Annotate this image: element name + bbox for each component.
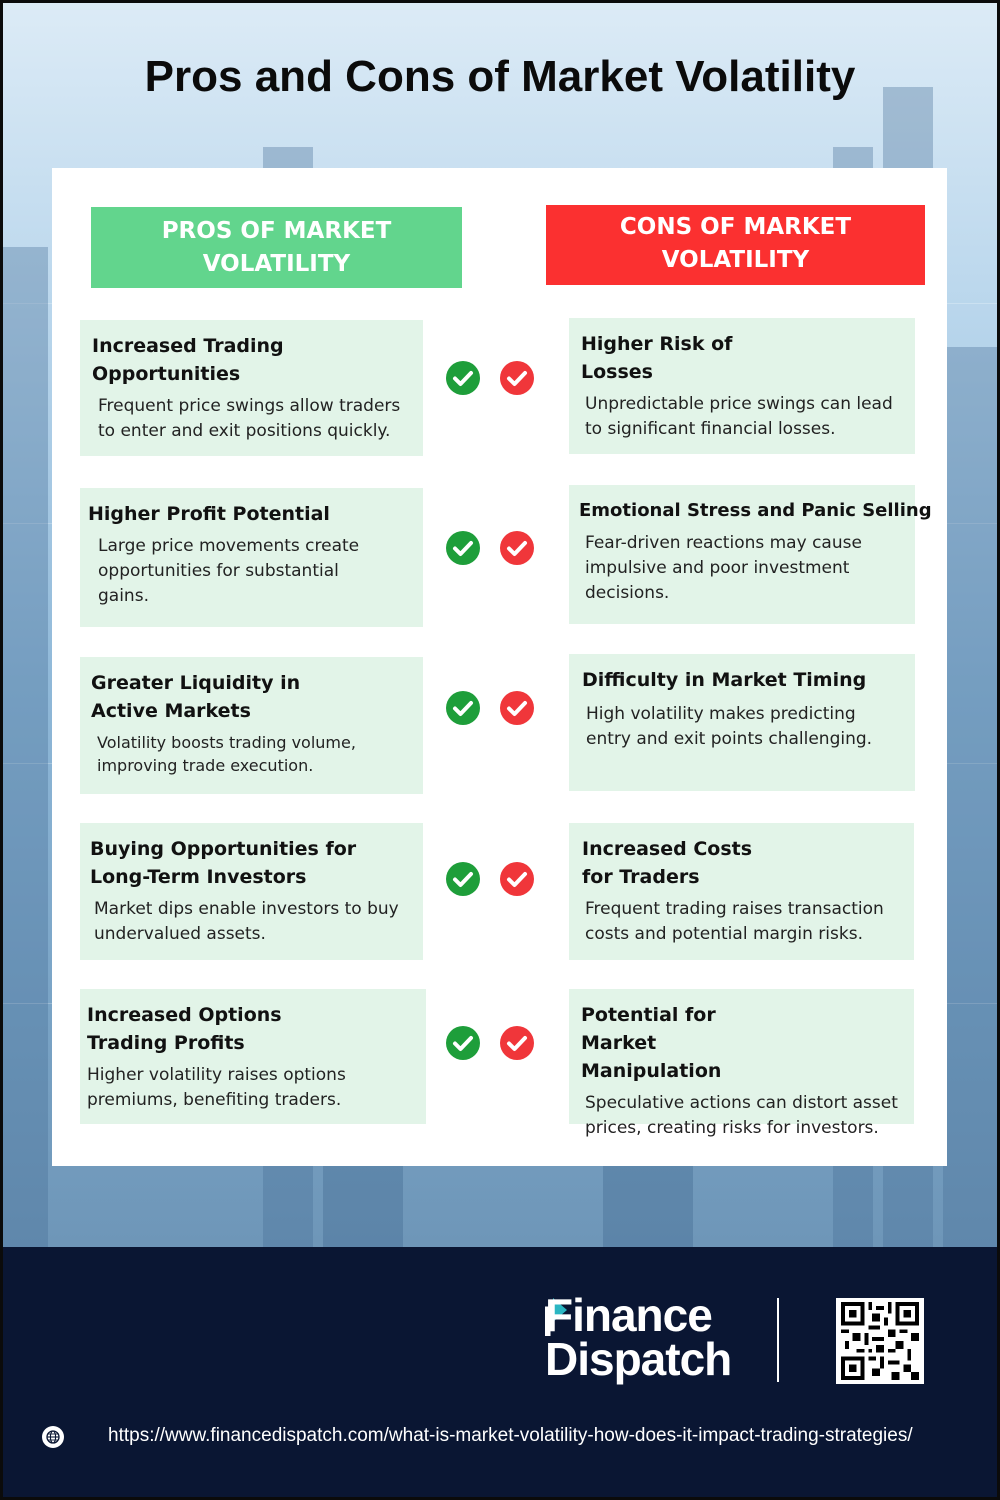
source-url-link[interactable]: https://www.financedispatch.com/what-is-market-volatility-how-does-it-impact-trading-strategies/: [108, 1425, 913, 1446]
con-text: Speculative actions can distort asset prices, creating risks for investors.: [585, 1093, 898, 1138]
pro-title: Increased Options Trading Profits: [87, 1004, 282, 1054]
con-title: Higher Risk of Losses: [581, 333, 733, 383]
con-title: Increased Costs for Traders: [582, 838, 753, 888]
logo-line2: Dispatch: [545, 1333, 732, 1385]
pro-text: Volatility boosts trading volume, improving trade execution.: [97, 733, 356, 775]
pro-title: Higher Profit Potential: [88, 503, 330, 525]
pro-text: Market dips enable investors to buy undervalued assets.: [94, 899, 399, 944]
con-text: Unpredictable price swings can lead to significant financial losses.: [585, 394, 893, 439]
con-title: Difficulty in Market Timing: [582, 669, 867, 691]
con-title: Potential for Market Manipulation: [581, 1004, 722, 1082]
con-title: Emotional Stress and Panic Selling: [579, 500, 932, 521]
pro-title: Buying Opportunities for Long-Term Investors: [90, 838, 357, 888]
pros-header-label: PROS OF MARKET VOLATILITY: [161, 217, 392, 277]
pro-text: Higher volatility raises options premiums, benefiting traders.: [87, 1065, 346, 1110]
con-text: Frequent trading raises transaction costs and potential margin risks.: [585, 899, 884, 944]
logo-line1: Finance: [545, 1289, 712, 1341]
con-text: High volatility makes predicting entry and exit points challenging.: [586, 704, 873, 749]
pro-title: Greater Liquidity in Active Markets: [91, 672, 301, 722]
con-text: Fear-driven reactions may cause impulsive and poor investment decisions.: [585, 533, 862, 603]
pro-text: Frequent price swings allow traders to enter and exit positions quickly.: [98, 396, 401, 441]
cons-header-label: CONS OF MARKET VOLATILITY: [619, 214, 852, 273]
pro-text: Large price movements create opportunities for substantial gains.: [98, 536, 360, 606]
pro-title: Increased Trading Opportunities: [92, 335, 284, 385]
page-title: Pros and Cons of Market Volatility: [144, 52, 856, 101]
